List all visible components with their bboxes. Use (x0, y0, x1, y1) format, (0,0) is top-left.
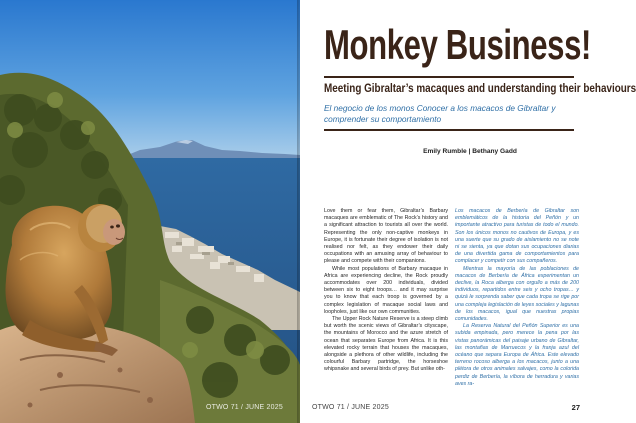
spanish-paragraph: Mientras la mayoría de las poblaciones de macacos de Berbería de África experimentan un declive, la Roca alberga con orgullo a más de 200 individuos, repartidos entre seis y ocho tropas… y quizá le sorprenda saber que cada tropa se rige por una compleja legislación de leyes sociales y lagunas de los macacos, igual que nuestras propias comunidades. (455, 265, 579, 323)
right-page-footer: OTWO 71 / JUNE 2025 (312, 404, 389, 411)
title-rule (324, 76, 574, 78)
spanish-column (455, 208, 579, 398)
spanish-paragraph: Los macacos de Berbería de Gibraltar son emblemáticos de la historia del Peñón y un importante atractivo para turistas de todo el mundo. Son los únicos monos no cautivos de Europa, y es una suerte que su grado de aislamiento no se note ni se sienta, ya que dotan sus ocupaciones diarias de una divertida gama de comportamientos para complacer y competir con sus compañeros. (455, 208, 579, 265)
article-title: Monkey Business! (324, 21, 591, 68)
spanish-paragraph: La Reserva Natural del Peñón Superior es una subida empinada, pero merece la pena por las vistas panorámicas del paisaje urbano de Gibraltar, las montañas de Marruecos y la franja azul del océano que separa Europa de África. Este elevado terreno rocoso alberga a los macacos, junto a una plétora de otros animales salvajes, como la colorida perdiz de Berbería, la víbora de herradura y varias aves ra- (455, 323, 579, 387)
left-page (0, 0, 300, 423)
english-paragraph: The Upper Rock Nature Reserve is a steep climb but worth the scenic views of Gibraltar’s cityscape, the mountains of Morocco and the azure stretch of ocean that separates Europe from Africa. It is this elevated rocky terrain that houses the macaques, alongside a plethora of other wildlife, including the colourful Barbary partridge, the horseshoe whipsnake and several birds of prey. But unlike oth- (324, 316, 448, 373)
english-column (324, 208, 448, 398)
article-subtitle: Meeting Gibraltar’s macaques and understanding their behaviours (324, 83, 636, 95)
spanish-standfirst: El negocio de los monos Conocer a los macacos de Gibraltar y comprender su comportamiento (324, 103, 556, 124)
english-paragraph: Love them or fear them, Gibraltar’s Barbary macaques are emblematic of The Rock’s history and a significant attraction to tourists all over the world. Representing the only non-captive monkeys in Europe, it is fortunate their degree of isolation is not realised nor felt, as they endower their daily occupations with an amusing array of behaviour to please and compete with their companions. (324, 208, 448, 265)
left-page-folio: OTWO 71 / JUNE 2025 (206, 404, 283, 411)
english-paragraph: While most populations of Barbary macaque in Africa are experiencing decline, the Rock proudly accommodates over 200 individuals, divided between six to eight troops… and it may surprise you to know that each troop is governed by a complex legislation of macaque social laws and loopholes, just like our own communities. (324, 265, 448, 315)
right-page (300, 0, 636, 423)
macaque-photo (0, 0, 300, 423)
author-byline: Emily Rumble | Bethany Gadd (423, 148, 517, 155)
standfirst-rule (324, 129, 574, 131)
page-number: 27 (571, 403, 580, 412)
